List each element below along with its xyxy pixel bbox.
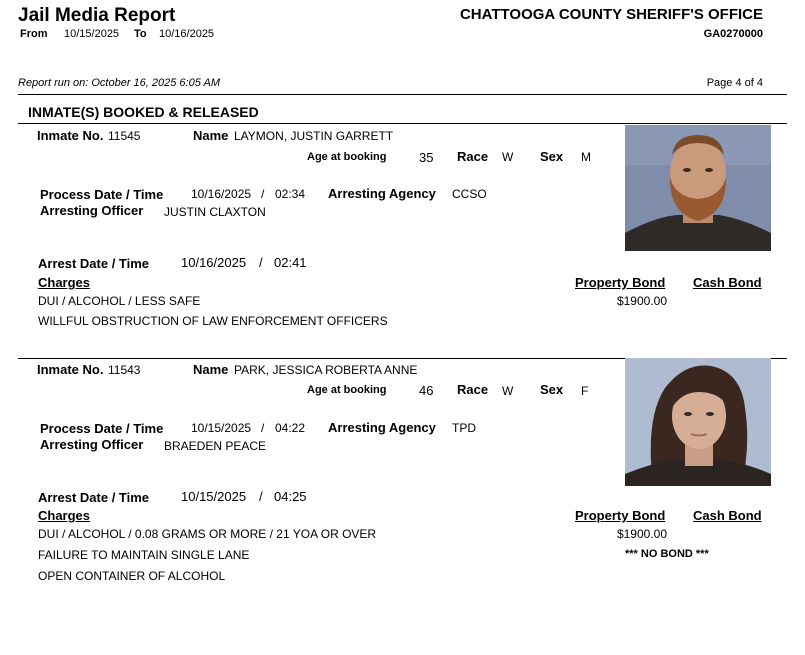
process-time: 02:34 — [275, 187, 306, 201]
section-rule — [18, 123, 787, 124]
slash: / — [261, 421, 265, 435]
agency-name: CHATTOOGA COUNTY SHERIFF'S OFFICE — [459, 6, 763, 23]
cash-bond-label: Cash Bond — [693, 508, 762, 523]
name-label: Name — [193, 362, 229, 377]
process-date: 10/15/2025 — [191, 421, 252, 435]
arrest-time: 04:25 — [274, 489, 307, 504]
to-label: To — [134, 28, 147, 40]
mugshot-photo — [625, 125, 771, 251]
arresting-agency: TPD — [452, 421, 476, 435]
to-date: 10/16/2025 — [159, 28, 215, 40]
race-value: W — [502, 384, 514, 398]
arrest-date: 10/16/2025 — [181, 255, 247, 270]
section-title: INMATE(S) BOOKED & RELEASED — [28, 104, 259, 120]
arresting-officer-label: Arresting Officer — [40, 437, 144, 452]
page-number: Page 4 of 4 — [706, 77, 763, 89]
inmate-no: 11545 — [108, 129, 141, 143]
charge-item: DUI / ALCOHOL / LESS SAFE — [38, 294, 201, 308]
age-value: 46 — [419, 383, 434, 398]
sex-value: M — [581, 150, 591, 164]
arrest-date-label: Arrest Date / Time — [38, 490, 150, 505]
property-bond-value: $1900.00 — [616, 527, 667, 541]
property-bond-label: Property Bond — [575, 508, 666, 523]
cash-bond-label: Cash Bond — [693, 275, 762, 290]
charge-item: DUI / ALCOHOL / 0.08 GRAMS OR MORE / 21 YOA OR OVER — [38, 527, 377, 541]
inmate-name: LAYMON, JUSTIN GARRETT — [234, 129, 394, 143]
arresting-officer: BRAEDEN PEACE — [164, 439, 267, 453]
from-date: 10/15/2025 — [64, 28, 120, 40]
report-run-on: Report run on: October 16, 2025 6:05 AM — [18, 77, 220, 89]
no-bond-notice: *** NO BOND *** — [625, 548, 709, 560]
process-time: 04:22 — [275, 421, 306, 435]
age-label: Age at booking — [307, 151, 387, 163]
slash: / — [259, 255, 263, 270]
race-label: Race — [457, 382, 489, 397]
inmate-no: 11543 — [108, 363, 141, 377]
arresting-officer-label: Arresting Officer — [40, 203, 144, 218]
property-bond-value: $1900.00 — [616, 294, 667, 308]
process-date: 10/16/2025 — [191, 187, 252, 201]
process-date-label: Process Date / Time — [40, 421, 164, 436]
arresting-agency-label: Arresting Agency — [328, 420, 436, 435]
report-title: Jail Media Report — [18, 5, 176, 26]
charge-item: WILLFUL OBSTRUCTION OF LAW ENFORCEMENT OFFICERS — [38, 314, 388, 328]
slash: / — [261, 187, 265, 201]
arrest-date: 10/15/2025 — [181, 489, 247, 504]
arrest-date-label: Arrest Date / Time — [38, 256, 150, 271]
race-value: W — [502, 150, 514, 164]
race-label: Race — [457, 149, 489, 164]
age-label: Age at booking — [307, 384, 387, 396]
header-rule — [18, 94, 787, 95]
process-date-label: Process Date / Time — [40, 187, 164, 202]
arresting-agency-label: Arresting Agency — [328, 186, 436, 201]
charges-label: Charges — [38, 508, 91, 523]
inmate-no-label: Inmate No. — [37, 362, 104, 377]
from-label: From — [20, 28, 48, 40]
sex-label: Sex — [540, 149, 564, 164]
mugshot-photo — [625, 358, 771, 486]
agency-code: GA0270000 — [703, 28, 763, 40]
arrest-time: 02:41 — [274, 255, 307, 270]
inmate-no-label: Inmate No. — [37, 128, 104, 143]
sex-value: F — [581, 384, 589, 398]
age-value: 35 — [419, 150, 434, 165]
sex-label: Sex — [540, 382, 564, 397]
charges-label: Charges — [38, 275, 91, 290]
slash: / — [259, 489, 263, 504]
inmate-name: PARK, JESSICA ROBERTA ANNE — [234, 363, 418, 377]
charge-item: FAILURE TO MAINTAIN SINGLE LANE — [38, 548, 250, 562]
name-label: Name — [193, 128, 229, 143]
arresting-agency: CCSO — [452, 187, 487, 201]
property-bond-label: Property Bond — [575, 275, 666, 290]
arresting-officer: JUSTIN CLAXTON — [164, 205, 266, 219]
charge-item: OPEN CONTAINER OF ALCOHOL — [38, 569, 226, 583]
